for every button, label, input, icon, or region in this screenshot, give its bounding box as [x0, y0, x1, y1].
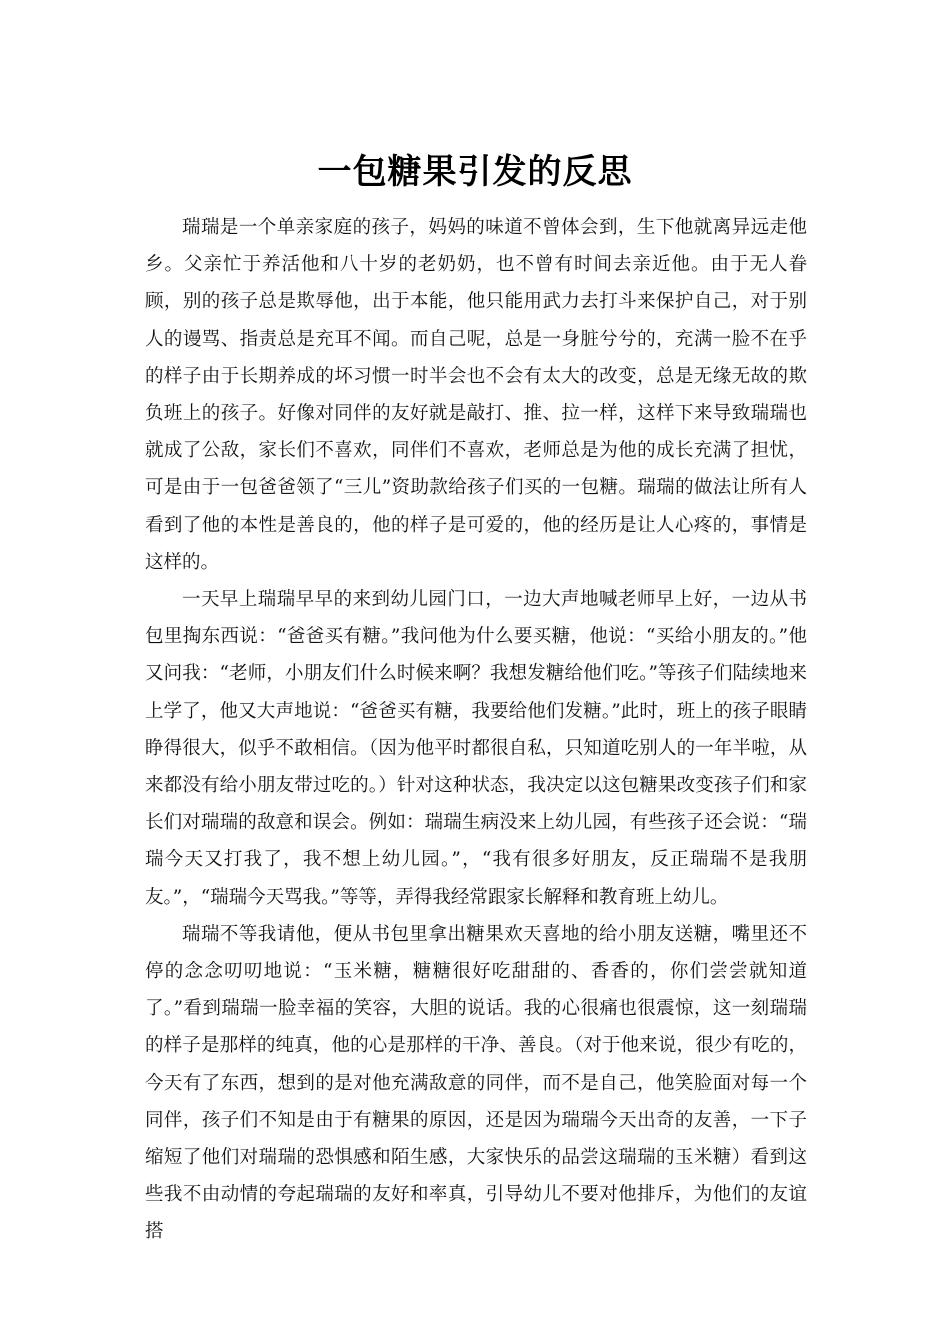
paragraph-2: 一天早上瑞瑞早早的来到幼儿园门口，一边大声地喊老师早上好，一边从书包里掏东西说：“爸爸买有糖。”我问他为什么要买糖，他说：“买给小朋友的。”他又问我：“老师，小朋友们什么时候来啊？我想发糖给他们吃。”等孩子们陆续地来上学了，他又大声地说：“爸爸买有糖，我要给他们发糖。”此时，班上的孩子眼睛睁得很大，似乎不敢相信。（因为他平时都很自私，只知道吃别人的一年半啦，从来都没有给小朋友带过吃的。）针对这种状态，我决定以这包糖果改变孩子们和家长们对瑞瑞的敌意和误会。例如：瑞瑞生病没来上幼儿园，有些孩子还会说：“瑞瑞今天又打我了，我不想上幼儿园。”，“我有很多好朋友，反正瑞瑞不是我朋友。”，“瑞瑞今天骂我。”等等，弄得我经常跟家长解释和教育班上幼儿。	[145, 589, 807, 908]
document-title: 一包糖果引发的反思	[317, 152, 633, 192]
document-body	[145, 209, 807, 1251]
paragraph-3: 瑞瑞不等我请他，便从书包里拿出糖果欢天喜地的给小朋友送糖，嘴里还不停的念念叨叨地说：“玉米糖，糖糖很好吃甜甜的、香香的，你们尝尝就知道了。”看到瑞瑞一脸幸福的笑容，大胆的说话。我的心很痛也很震惊，这一刻瑞瑞的样子是那样的纯真，他的心是那样的干净、善良。（对于他来说，很少有吃的，今天有了东西，想到的是对他充满敌意的同伴，而不是自己，他笑脸面对每一个同伴，孩子们不知是由于有糖果的原因，还是因为瑞瑞今天出奇的友善，一下子缩短了他们对瑞瑞的恐惧感和陌生感，大家快乐的品尝这瑞瑞的玉米糖）看到这些我不由动情的夸起瑞瑞的友好和率真，引导幼儿不要对他排斥，为他们的友谊搭	[145, 923, 807, 1243]
paragraph-1: 瑞瑞是一个单亲家庭的孩子，妈妈的味道不曾体会到，生下他就离异远走他乡。父亲忙于养活他和八十岁的老奶奶，也不曾有时间去亲近他。由于无人眷顾，别的孩子总是欺辱他，出于本能，他只能用武力去打斗来保护自己，对于别人的谩骂、指责总是充耳不闻。而自己呢，总是一身脏兮兮的，充满一脸不在乎的样子由于长期养成的坏习惯一时半会也不会有太大的改变，总是无缘无故的欺负班上的孩子。好像对同伴的友好就是敲打、推、拉一样，这样下来导致瑞瑞也就成了公敌，家长们不喜欢，同伴们不喜欢，老师总是为他的成长充满了担忧，可是由于一包爸爸领了“三儿”资助款给孩子们买的一包糖。瑞瑞的做法让所有人看到了他的本性是善良的，他的样子是可爱的，他的经历是让人心疼的，事情是这样的。	[145, 217, 807, 573]
